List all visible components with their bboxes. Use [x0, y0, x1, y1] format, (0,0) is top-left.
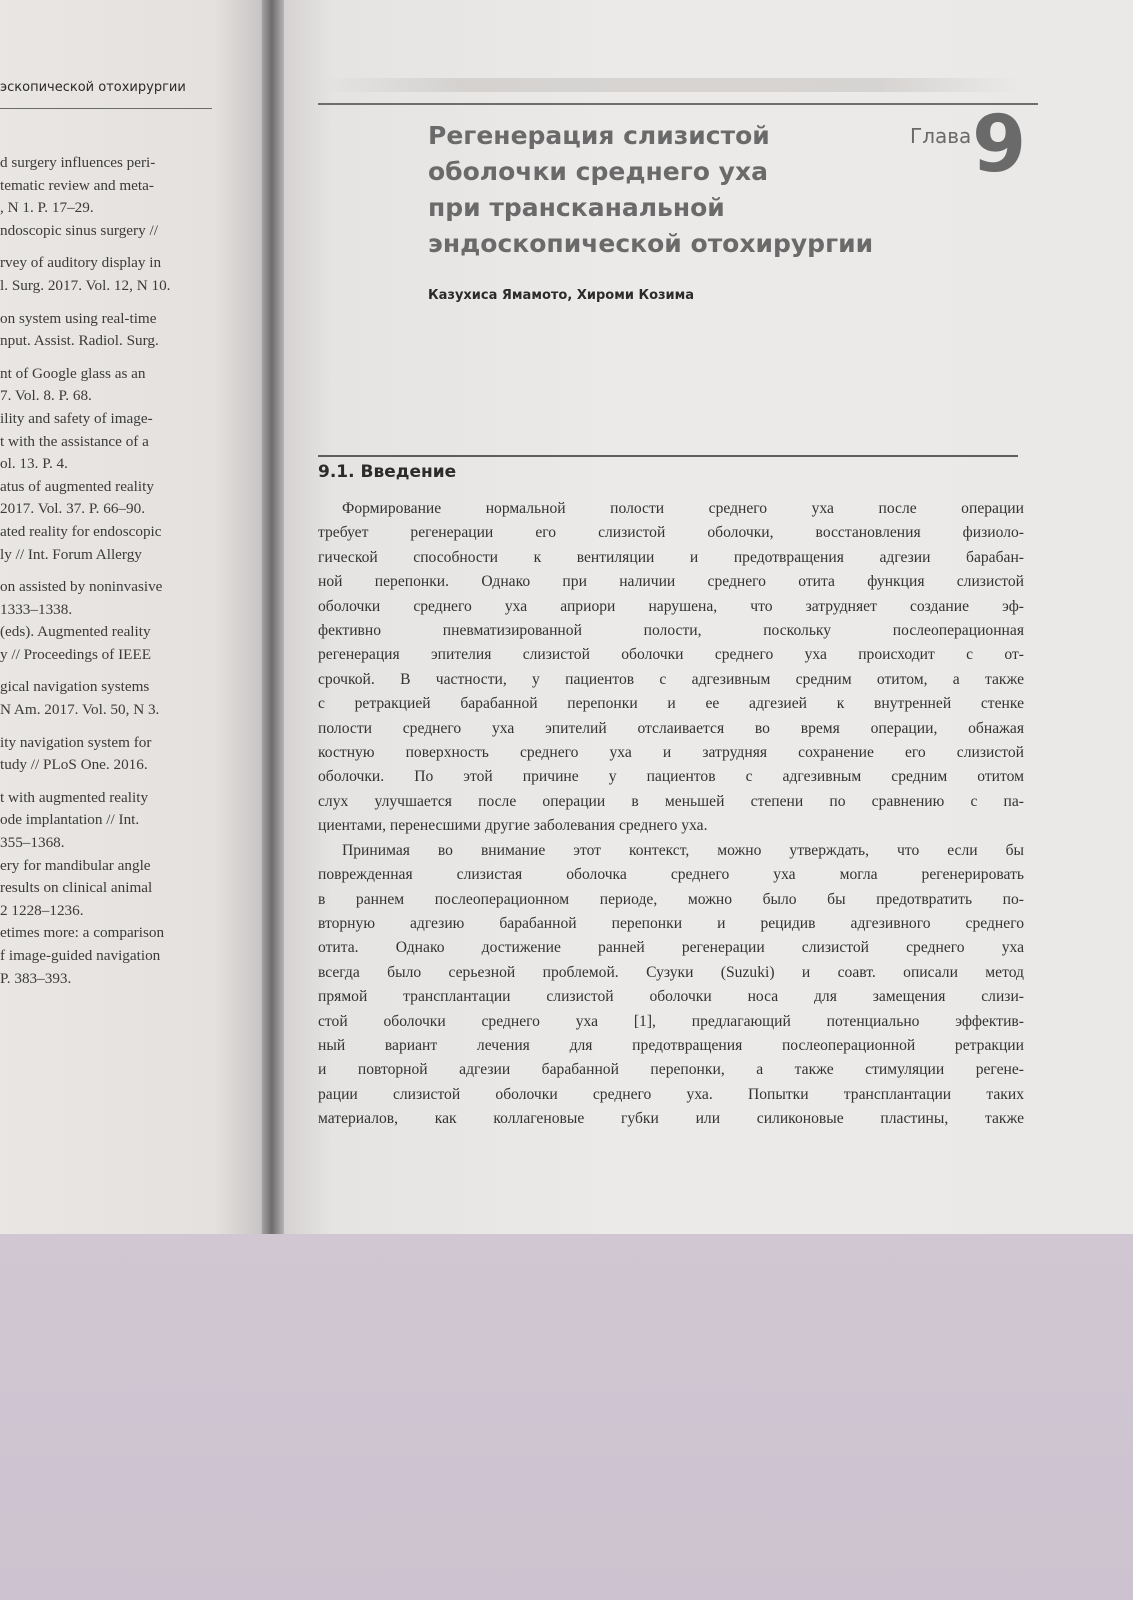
paragraph-line: стой оболочки среднего уха [1], предлагающий потенциально эффектив-	[318, 1012, 1024, 1030]
reference-line: ery for mandibular angle	[0, 856, 151, 874]
reference-line: ol. 13. P. 4.	[0, 455, 68, 473]
chapter-title-line: Регенерация слизистой	[428, 121, 770, 150]
reference-line: ndoscopic sinus surgery //	[0, 221, 158, 239]
reference-line: 7. Vol. 8. P. 68.	[0, 387, 92, 405]
paragraph-line: костную поверхность среднего уха и затрудняя сохранение его слизистой	[318, 744, 1024, 762]
section-heading: 9.1. Введение	[318, 462, 457, 482]
chapter-title-line: оболочки среднего уха	[428, 157, 768, 186]
reference-line: ility and safety of image-	[0, 409, 153, 427]
reference-entry	[0, 308, 232, 353]
reference-line: on system using real-time	[0, 309, 157, 327]
reference-entry	[0, 363, 232, 566]
reference-line: l. Surg. 2017. Vol. 12, N 10.	[0, 276, 171, 294]
reference-entry	[0, 576, 232, 666]
paragraph-line: в раннем послеоперационном периоде, можно было бы предотвратить по-	[318, 890, 1024, 908]
left-reference-list	[0, 152, 232, 1000]
section-rule	[318, 455, 1018, 457]
reference-entry	[0, 152, 232, 242]
reference-line: f image-guided navigation	[0, 947, 161, 964]
paragraph-line: рации слизистой оболочки среднего уха. Попытки трансплантации таких	[318, 1085, 1024, 1103]
paragraph-line: вторную адгезию барабанной перепонки и рецидив адгезивного среднего	[318, 914, 1024, 932]
faint-running-head	[320, 78, 1020, 92]
reference-line: etimes more: a comparison	[0, 924, 165, 942]
paragraph-line: отита. Однако достижение ранней регенерации слизистой среднего уха	[318, 939, 1024, 957]
chapter-authors: Казухиса Ямамото, Хироми Козима	[428, 288, 695, 303]
reference-line: y // Proceedings of IEEE	[0, 645, 151, 663]
chapter-number: 9	[972, 100, 1027, 190]
reference-line: ode implantation // Int.	[0, 811, 140, 829]
paragraph-line: прямой трансплантации слизистой оболочки носа для замещения слизи-	[318, 988, 1024, 1006]
paragraph-line: фективно пневматизированной полости, поскольку послеоперационная	[318, 622, 1024, 640]
reference-line: (eds). Augmented reality	[0, 623, 151, 641]
paragraph-line: регенерация эпителия слизистой оболочки среднего уха происходит с от-	[318, 646, 1024, 664]
paragraph-line: с ретракцией барабанной перепонки и ее адгезией к внутренней стенке	[318, 695, 1024, 713]
reference-line: ity navigation system for	[0, 733, 152, 751]
paragraph-line: всегда было серьезной проблемой. Сузуки (Suzuki) и соавт. описали метод	[318, 963, 1024, 981]
paragraph-line: Принимая во внимание этот контекст, можно утверждать, что если бы	[342, 841, 1024, 859]
reference-line: t with the assistance of a	[0, 432, 149, 450]
reference-entry	[0, 252, 232, 297]
reference-line: atus of augmented reality	[0, 477, 154, 495]
paragraph-line: полости среднего уха эпителий отслаивается во время операции, обнажая	[318, 719, 1024, 737]
paragraph-line: материалов, как коллагеновые губки или силиконовые пластины, также	[318, 1110, 1024, 1128]
reference-line: ated reality for endoscopic	[0, 522, 162, 540]
reference-entry	[0, 732, 232, 777]
chapter-title-line: эндоскопической отохирургии	[428, 229, 874, 258]
paragraph-line: ный вариант лечения для предотвращения послеоперационной ретракции	[318, 1036, 1024, 1054]
reference-line: tematic review and meta-	[0, 176, 154, 194]
chapter-title	[428, 118, 908, 262]
reference-line: on assisted by noninvasive	[0, 578, 163, 596]
body-text	[318, 497, 1024, 1132]
reference-line: 2017. Vol. 37. P. 66–90.	[0, 500, 146, 518]
reference-entry	[0, 676, 232, 721]
paragraph	[318, 839, 1024, 1132]
paragraph-line: оболочки среднего уха априори нарушена, что затрудняет создание эф-	[318, 597, 1024, 615]
paragraph-line: и повторной адгезии барабанной перепонки, а также стимуляции регене-	[318, 1061, 1024, 1079]
left-header-rule	[0, 108, 212, 109]
reference-line: N Am. 2017. Vol. 50, N 3.	[0, 701, 160, 719]
left-running-head: эскопической отохирургии	[0, 80, 186, 95]
paragraph-line: ной перепонки. Однако при наличии среднего отита функция слизистой	[318, 573, 1024, 591]
chapter-label: Глава	[910, 124, 972, 148]
paragraph-line: поврежденная слизистая оболочка среднего уха могла регенерировать	[318, 866, 1024, 884]
reference-entry	[0, 787, 232, 990]
reference-line: 355–1368.	[0, 834, 65, 852]
paragraph-line: оболочки. По этой причине у пациентов с адгезивным средним отитом	[318, 768, 1024, 786]
reference-line: d surgery influences peri-	[0, 154, 156, 171]
paragraph	[318, 497, 1024, 839]
reference-line: P. 383–393.	[0, 969, 72, 987]
reference-line: nt of Google glass as an	[0, 364, 146, 382]
reference-line: tudy // PLoS One. 2016.	[0, 756, 148, 774]
reference-line: ly // Int. Forum Allergy	[0, 545, 142, 563]
top-rule	[318, 103, 1038, 105]
paragraph-line: гической способности к вентиляции и предотвращения адгезии барабан-	[318, 548, 1024, 566]
reference-line: results on clinical animal	[0, 879, 153, 897]
reference-line: 1333–1338.	[0, 600, 73, 618]
reference-line: nput. Assist. Radiol. Surg.	[0, 332, 159, 350]
reference-line: , N 1. P. 17–29.	[0, 199, 94, 217]
reference-line: 2 1228–1236.	[0, 901, 84, 919]
reference-line: gical navigation systems	[0, 678, 150, 696]
paragraph-line: слух улучшается после операции в меньшей степени по сравнению с па-	[318, 792, 1024, 810]
scanner-background	[0, 1234, 1133, 1600]
paragraph-line: циентами, перенесшими другие заболевания среднего уха.	[318, 817, 708, 835]
reference-line: t with augmented reality	[0, 788, 149, 806]
reference-line: rvey of auditory display in	[0, 254, 162, 272]
paragraph-line: Формирование нормальной полости среднего уха после операции	[342, 500, 1024, 517]
book-gutter	[262, 0, 284, 1238]
paragraph-line: требует регенерации его слизистой оболочки, восстановления физиоло-	[318, 524, 1024, 542]
chapter-title-line: при трансканальной	[428, 193, 725, 222]
paragraph-line: срочкой. В частности, у пациентов с адгезивным средним отитом, а также	[318, 670, 1024, 688]
